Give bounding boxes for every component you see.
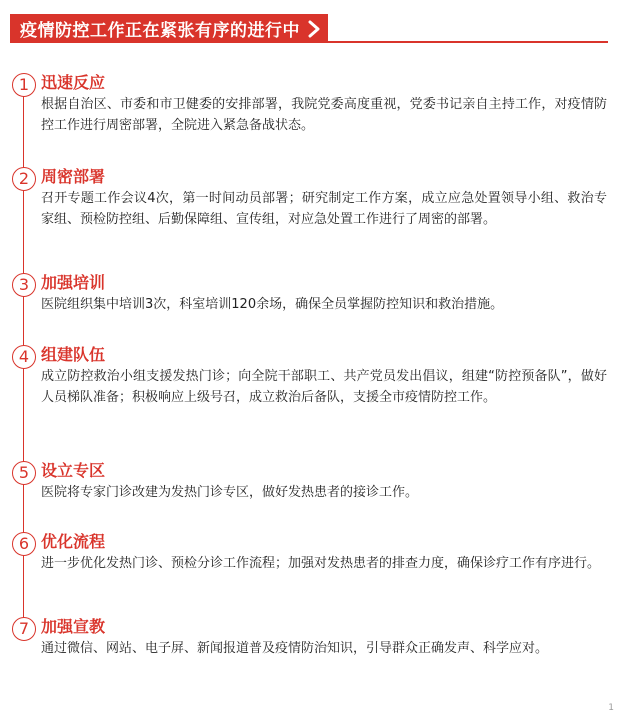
page-number: 1	[608, 703, 614, 713]
section-number: 2	[12, 167, 36, 191]
chevron-right-icon	[306, 19, 322, 39]
section-body: 根据自治区、市委和市卫健委的安排部署，我院党委高度重视，党委书记亲自主持工作，对疫情防控工作进行周密部署，全院进入紧急备战状态。	[41, 97, 607, 133]
section-number: 5	[12, 461, 36, 485]
section-body: 通过微信、网站、电子屏、新闻报道普及疫情防治知识，引导群众正确发声、科学应对。	[41, 641, 549, 656]
section-number: 4	[12, 345, 36, 369]
section-number: 3	[12, 273, 36, 297]
section-title: 组建队伍	[41, 345, 106, 364]
section-body: 进一步优化发热门诊、预检分诊工作流程；加强对发热患者的排查力度，确保诊疗工作有序进行。	[41, 556, 601, 571]
section-body: 医院组织集中培训3次，科室培训120余场，确保全员掌握防控知识和救治措施。	[41, 297, 504, 312]
section-number: 7	[12, 617, 36, 641]
section-number: 1	[12, 73, 36, 97]
section-body: 召开专题工作会议4次，第一时间动员部署；研究制定工作方案，成立应急处置领导小组、救治专家组、预检防控组、后勤保障组、宣传组，对应急处置工作进行了周密的部署。	[41, 191, 607, 227]
section-title: 优化流程	[41, 532, 106, 551]
section-title: 迅速反应	[41, 73, 106, 92]
section-body: 成立防控救治小组支援发热门诊；向全院干部职工、共产党员发出倡议，组建“防控预备队”，做好人员梯队准备；积极响应上级号召，成立救治后备队，支援全市疫情防控工作。	[41, 369, 607, 405]
header-banner	[10, 14, 328, 43]
page-title: 疫情防控工作正在紧张有序的进行中	[20, 21, 300, 41]
section-number: 6	[12, 532, 36, 556]
section-title: 设立专区	[41, 461, 106, 480]
section-body: 医院将专家门诊改建为发热门诊专区，做好发热患者的接诊工作。	[41, 485, 419, 500]
section-title: 周密部署	[41, 167, 106, 186]
section-title: 加强培训	[41, 273, 106, 292]
section-title: 加强宣教	[41, 617, 106, 636]
